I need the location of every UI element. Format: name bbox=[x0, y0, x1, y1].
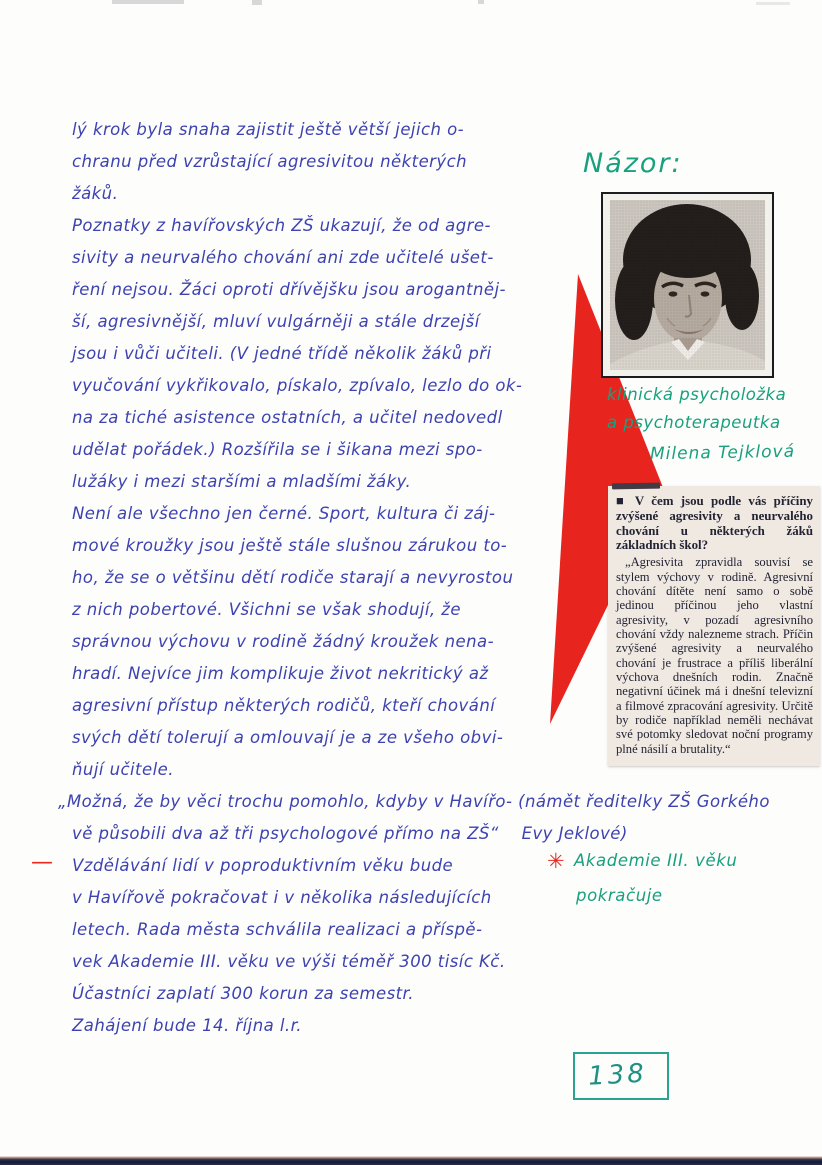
red-asterisk-mark: ✳ bbox=[547, 849, 565, 873]
handwritten-line: vek Akademie III. věku ve výši téměř 300 tisíc Kč. bbox=[72, 952, 506, 971]
page-number-box bbox=[573, 1052, 669, 1100]
handwritten-line: letech. Rada města schválila realizaci a příspě- bbox=[72, 920, 483, 939]
photo-caption-line1: klinická psycholožka bbox=[607, 385, 787, 404]
handwritten-line: z nich pobertové. Všichni se však shodují, že bbox=[72, 600, 462, 619]
side-note-line1: Akademie III. věku bbox=[574, 851, 738, 870]
handwritten-line: na za tiché asistence ostatních, a učitel nedovedl bbox=[72, 408, 503, 427]
page-number: 138 bbox=[587, 1058, 648, 1092]
handwritten-text-block bbox=[58, 114, 770, 1042]
handwritten-line: jsou i vůči učiteli. (V jedné třídě několik žáků při bbox=[72, 344, 492, 363]
handwritten-line-quote: vě působili dva až tři psychologové přímo na ZŠ“ Evy Jeklové) bbox=[72, 824, 628, 843]
handwritten-line: v Havířově pokračovat i v několika následujících bbox=[72, 888, 492, 907]
handwritten-line: Účastníci zaplatí 300 korun za semestr. bbox=[72, 984, 414, 1003]
handwritten-line-quote: „Možná, že by věci trochu pomohlo, kdyby v Havířo- (námět ředitelky ZŠ Gorkého bbox=[58, 792, 770, 811]
clipping-answer: „Agresivita zpravidla souvisí se stylem výchovy v rodině. Agresivní chování dítěte není samo o sobě jedinou příčinou jeho vlastní agresivity, v pozadí agresivního chování vždy nalezneme strach. Příčin zvýšené agresivity a neurvalého chování je frustrace a příliš liberální výchova dnešních rodin. Značně negativní účinek má i dnešní televizní a filmové zpracování agresivity. Určitě by rodiče například neměli nechávat své potomky sledovat noční programy plné násilí a brutality.“ bbox=[616, 555, 813, 756]
handwritten-line: žáků. bbox=[72, 184, 119, 203]
handwritten-line: sivity a neurvalého chování ani zde učitelé ušet- bbox=[72, 248, 494, 267]
clipping-question: ■ V čem jsou podle vás příčiny zvýšené agresivity a neurvalého chování u některých žáků základních škol? bbox=[616, 494, 813, 553]
handwritten-line: ší, agresivnější, mluví vulgárněji a stále drzejší bbox=[72, 312, 480, 331]
handwritten-line: Zahájení bude 14. října l.r. bbox=[72, 1016, 303, 1035]
handwritten-line: ho, že se o většinu dětí rodiče starají a nevyrostou bbox=[72, 568, 514, 587]
scan-artifact bbox=[112, 0, 184, 4]
scan-artifact bbox=[756, 2, 790, 5]
handwritten-line: lý krok byla snaha zajistit ještě větší jejich o- bbox=[72, 120, 465, 139]
handwritten-line: správnou výchovu v rodině žádný kroužek nena- bbox=[72, 632, 495, 651]
handwritten-line: ňují učitele. bbox=[72, 760, 174, 779]
handwritten-line: Vzdělávání lidí v poproduktivním věku bude bbox=[72, 856, 454, 875]
handwritten-line: chranu před vzrůstající agresivitou některých bbox=[72, 152, 468, 171]
nazor-heading: Názor: bbox=[583, 148, 683, 179]
handwritten-line: Není ale všechno jen černé. Sport, kultura či záj- bbox=[72, 504, 496, 523]
handwritten-line: agresivní přístup některých rodičů, kteří chování bbox=[72, 696, 496, 715]
handwritten-line: mové kroužky jsou ještě stále slušnou zárukou to- bbox=[72, 536, 508, 555]
handwritten-line: lužáky i mezi staršími a mladšími žáky. bbox=[72, 472, 412, 491]
handwritten-line: vyučování vykřikovalo, pískalo, zpívalo, lezlo do ok- bbox=[72, 376, 523, 395]
photo-signature: Milena Tejklová bbox=[649, 441, 796, 465]
handwritten-line: Poznatky z havířovských ZŠ ukazují, že od agre- bbox=[72, 216, 491, 235]
handwritten-line: hradí. Nejvíce jim komplikuje život nekritický až bbox=[72, 664, 489, 683]
handwritten-line: udělat pořádek.) Rozšířila se i šikana mezi spo- bbox=[72, 440, 483, 459]
side-note-line2: pokračuje bbox=[576, 886, 663, 905]
photo-caption-line2: a psychoterapeutka bbox=[607, 413, 781, 432]
clipping-torn-edge bbox=[612, 483, 660, 490]
handwritten-line: svých dětí tolerují a omlouvají je a ze všeho obvi- bbox=[72, 728, 504, 747]
scan-bottom-edge bbox=[0, 1153, 822, 1165]
scan-artifact bbox=[252, 0, 262, 5]
scan-artifact bbox=[478, 0, 484, 4]
handwritten-line: ření nejsou. Žáci oproti dřívějšku jsou arogantněj- bbox=[72, 280, 506, 299]
red-margin-dash: — bbox=[31, 850, 51, 875]
